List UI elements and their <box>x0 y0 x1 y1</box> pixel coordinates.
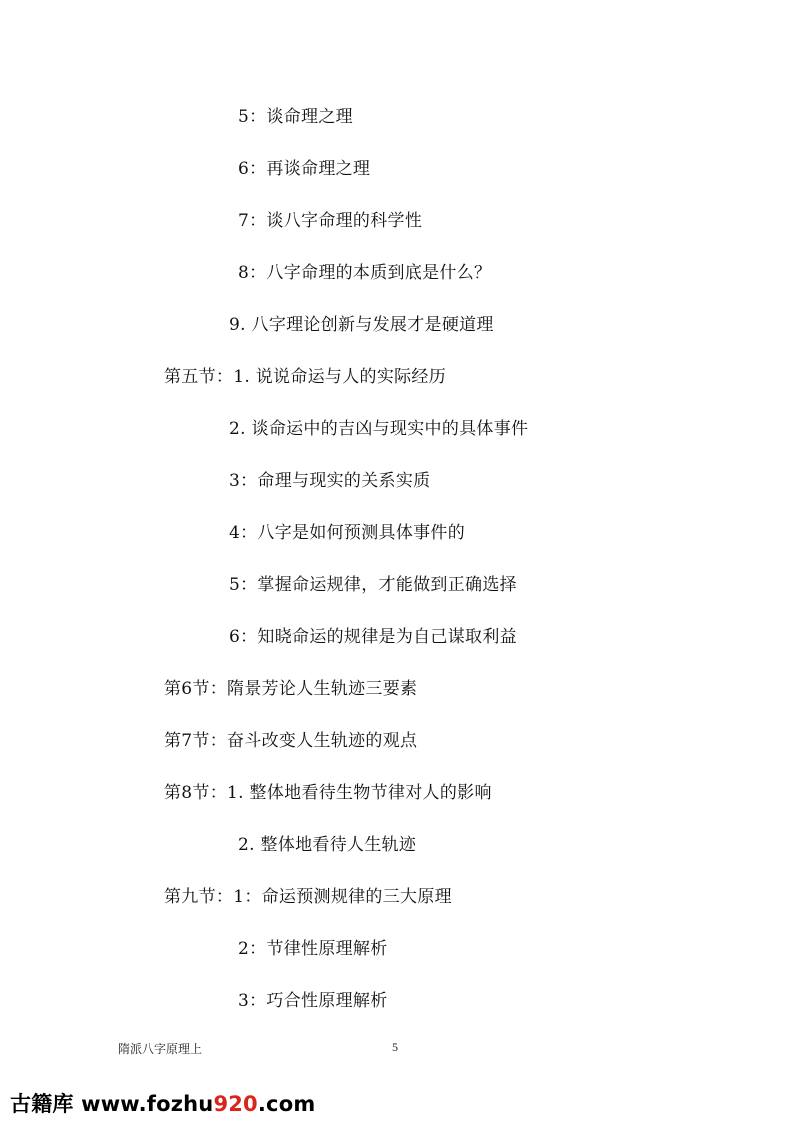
toc-section-heading: 第8节：1. 整体地看待生物节律对人的影响 <box>164 783 492 803</box>
site-watermark <box>10 1088 315 1118</box>
watermark-prefix: 古籍库 www.fozhu <box>10 1092 214 1116</box>
toc-entry: 5：谈命理之理 <box>238 107 353 127</box>
toc-entry: 2：节律性原理解析 <box>238 939 388 959</box>
toc-section-heading: 第五节：1. 说说命运与人的实际经历 <box>164 367 447 387</box>
watermark-suffix: .com <box>257 1092 316 1116</box>
toc-entry: 5：掌握命运规律，才能做到正确选择 <box>229 575 517 595</box>
toc-entry: 3：命理与现实的关系实质 <box>229 471 431 491</box>
toc-entry: 9. 八字理论创新与发展才是硬道理 <box>229 315 494 335</box>
toc-entry: 6：知晓命运的规律是为自己谋取利益 <box>229 627 517 647</box>
toc-entry: 2. 整体地看待人生轨迹 <box>238 835 417 855</box>
toc-entry: 4：八字是如何预测具体事件的 <box>229 523 466 543</box>
toc-entry: 8：八字命理的本质到底是什么？ <box>238 263 492 283</box>
toc-section-heading: 第7节：奋斗改变人生轨迹的观点 <box>164 731 418 751</box>
toc-section-heading: 第九节：1：命运预测规律的三大原理 <box>164 887 452 907</box>
page-number: 5 <box>392 1040 398 1054</box>
footer-document-title: 隋派八字原理上 <box>118 1042 203 1056</box>
watermark-accent: 920 <box>213 1092 258 1116</box>
toc-entry: 7：谈八字命理的科学性 <box>238 211 423 231</box>
toc-entry: 2. 谈命运中的吉凶与现实中的具体事件 <box>229 419 529 439</box>
toc-section-heading: 第6节：隋景芳论人生轨迹三要素 <box>164 679 418 699</box>
toc-entry: 6：再谈命理之理 <box>238 159 371 179</box>
toc-entry: 3：巧合性原理解析 <box>238 991 388 1011</box>
